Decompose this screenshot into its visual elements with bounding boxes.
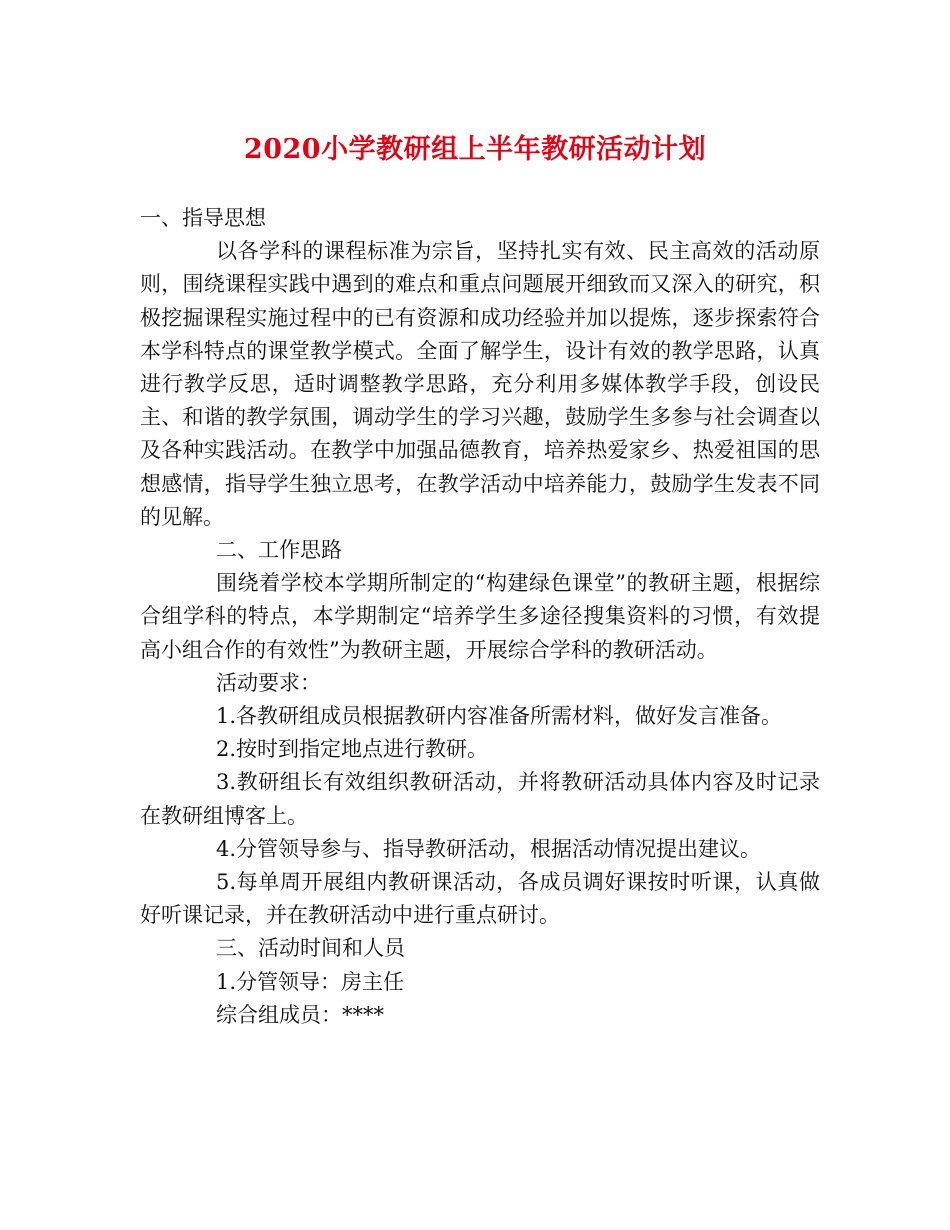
paragraph-guiding: 以各学科的课程标准为宗旨，坚持扎实有效、民主高效的活动原则，围绕课程实践中遇到的难点和重点问题展开细致而又深入的研究，积极挖掘课程实施过程中的已有资源和成功经验并加以提炼，逐步探索符合本学科特点的课堂教学模式。全面了解学生，设计有效的教学思路，认真进行教学反思，适时调整教学思路，充分利用多媒体教学手段，创设民主、和谐的教学氛围，调动学生的学习兴趣，鼓励学生多参与社会调查以及各种实践活动。在教学中加强品德教育，培养热爱家乡、热爱祖国的思想感情，指导学生独立思考，在教学活动中培养能力，鼓励学生发表不同的见解。	[140, 239, 820, 529]
paragraph-work: 围绕着学校本学期所制定的“构建绿色课堂”的教研主题，根据综合组学科的特点，本学期制定“培养学生多途径搜集资料的习惯，有效提高小组合作的有效性”为教研主题，开展综合学科的教研活动。	[140, 571, 820, 662]
requirement-item: 5.每单周开展组内教研课活动，各成员调好课按时听课，认真做好听课记录，并在教研活动中进行重点研讨。	[140, 870, 820, 928]
requirement-item: 2.按时到指定地点进行教研。	[216, 737, 489, 762]
requirement-item: 4.分管领导参与、指导教研活动，根据活动情况提出建议。	[216, 836, 762, 861]
members-line: 综合组成员：****	[216, 1002, 384, 1027]
section-heading-work: 二、工作思路	[216, 538, 342, 563]
requirements-heading: 活动要求：	[216, 670, 321, 695]
section-heading-time: 三、活动时间和人员	[216, 936, 405, 961]
leader-line: 1.分管领导：房主任	[216, 969, 405, 994]
requirement-item: 3.教研组长有效组织教研活动，并将教研活动具体内容及时记录在教研组博客上。	[140, 770, 820, 828]
document-title: 2020小学教研组上半年教研活动计划	[243, 134, 707, 165]
section-heading-guiding: 一、指导思想	[140, 206, 266, 230]
document-body	[140, 202, 820, 1032]
requirement-item: 1.各教研组成员根据教研内容准备所需材料，做好发言准备。	[216, 704, 783, 729]
